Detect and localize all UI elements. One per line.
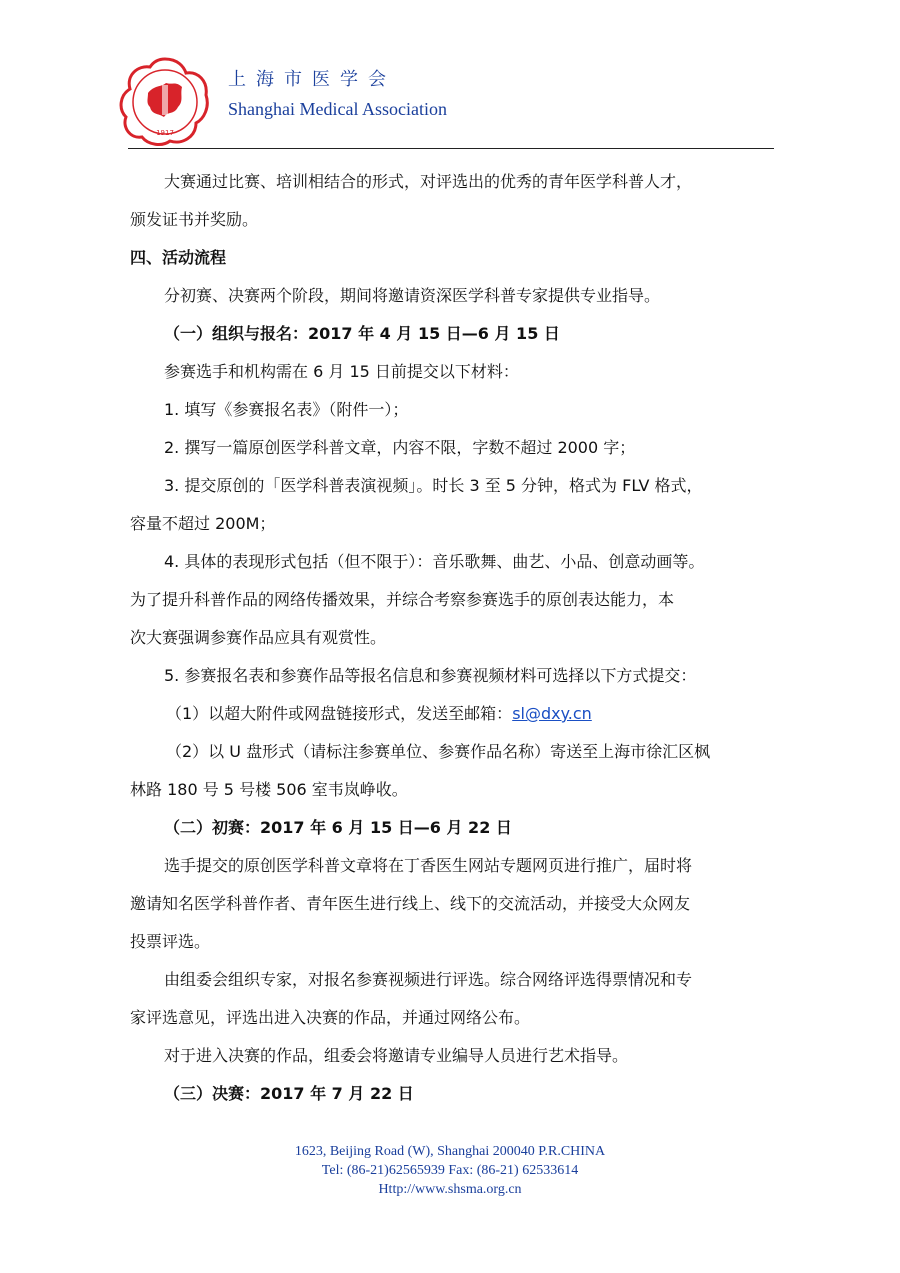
- letterhead-footer: [0, 1142, 900, 1199]
- subsection-heading: （三）决赛：2017 年 7 月 22 日: [164, 1084, 414, 1103]
- subsection-heading: （一）组织与报名：2017 年 4 月 15 日—6 月 15 日: [164, 324, 560, 343]
- footer-address: 1623, Beijing Road (W), Shanghai 200040 P.R.CHINA: [294, 1144, 606, 1159]
- list-item: 5. 参赛报名表和参赛作品等报名信息和参赛视频材料可选择以下方式提交：: [164, 666, 697, 685]
- sub-item: （2）以 U 盘形式（请标注参赛单位、参赛作品名称）寄送至上海市徐汇区枫: [166, 742, 711, 761]
- organization-name-en: Shanghai Medical Association: [228, 99, 447, 119]
- paragraph: 大赛通过比赛、培训相结合的形式，对评选出的优秀的青年医学科普人才，: [164, 172, 693, 191]
- paragraph: 参赛选手和机构需在 6 月 15 日前提交以下材料：: [164, 362, 519, 381]
- list-item: 3. 提交原创的「医学科普表演视频」。时长 3 至 5 分钟，格式为 FLV 格式，: [164, 476, 703, 495]
- association-logo-icon: [118, 55, 212, 147]
- paragraph: 选手提交的原创医学科普文章将在丁香医生网站专题网页进行推广，届时将: [164, 856, 693, 875]
- svg-text:1917: 1917: [156, 129, 174, 137]
- email-link[interactable]: sl@dxy.cn: [512, 704, 592, 723]
- paragraph-continued: 家评选意见，评选出进入决赛的作品，并通过网络公布。: [130, 1008, 531, 1027]
- paragraph: 颁发证书并奖励。: [130, 210, 259, 229]
- paragraph: 对于进入决赛的作品，组委会将邀请专业编导人员进行艺术指导。: [164, 1046, 629, 1065]
- section-heading: 四、活动流程: [130, 248, 227, 267]
- organization-name-cn: 上海市医学会: [228, 69, 396, 90]
- footer-website[interactable]: Http://www.shsma.org.cn: [378, 1182, 522, 1197]
- list-item: 4. 具体的表现形式包括（但不限于）：音乐歌舞、曲艺、小品、创意动画等。: [164, 552, 705, 571]
- header-divider: [128, 148, 774, 149]
- list-item: 1. 填写《参赛报名表》（附件一）；: [164, 400, 409, 419]
- paragraph-continued: 邀请知名医学科普作者、青年医生进行线上、线下的交流活动，并接受大众网友: [130, 894, 691, 913]
- letterhead: [118, 55, 778, 149]
- paragraph: 由组委会组织专家，对报名参赛视频进行评选。综合网络评选得票情况和专: [164, 970, 693, 989]
- sub-item-continued: 林路 180 号 5 号楼 506 室韦岚峥收。: [130, 780, 408, 799]
- sub-item-text: （1）以超大附件或网盘链接形式，发送至邮箱：: [166, 704, 513, 723]
- footer-contact: Tel: (86-21)62565939 Fax: (86-21) 62533614: [321, 1163, 579, 1178]
- subsection-heading: （二）初赛：2017 年 6 月 15 日—6 月 22 日: [164, 818, 512, 837]
- paragraph: 分初赛、决赛两个阶段，期间将邀请资深医学科普专家提供专业指导。: [164, 286, 661, 305]
- list-item-continued: 为了提升科普作品的网络传播效果，并综合考察参赛选手的原创表达能力，本: [130, 590, 675, 609]
- list-item-continued: 容量不超过 200M；: [130, 514, 276, 533]
- paragraph-continued: 投票评选。: [130, 932, 211, 951]
- sub-item: [130, 695, 780, 733]
- document-body: [130, 163, 780, 1113]
- list-item-continued: 次大赛强调参赛作品应具有观赏性。: [130, 628, 387, 647]
- list-item: 2. 撰写一篇原创医学科普文章，内容不限，字数不超过 2000 字；: [164, 438, 636, 457]
